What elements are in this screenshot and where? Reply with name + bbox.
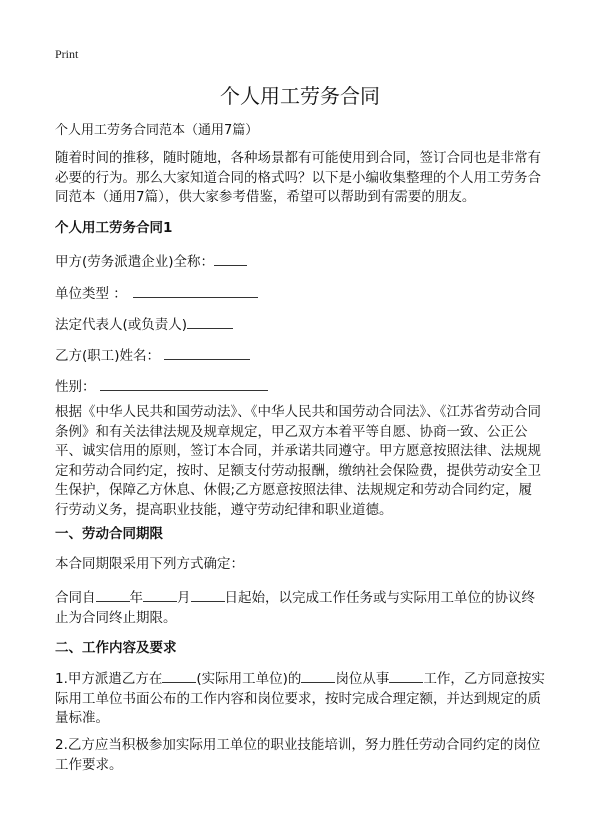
section2-item2: 2.乙方应当积极参加实际用工单位的职业技能培训，努力胜任劳动合同约定的岗位工作要求。	[55, 737, 541, 773]
field-label: 性别：	[55, 379, 96, 395]
field-unit-type	[55, 282, 258, 302]
section2-item1	[55, 669, 545, 729]
field-label: 甲方(劳务派遣企业)全称：	[55, 254, 215, 270]
employer-blank	[162, 669, 196, 683]
field-label: 单位类型 ：	[55, 286, 127, 302]
term-month-label: 月	[177, 590, 191, 606]
item1-part-d: 工作，乙方同意按实际用工单位书面公布的工作内容和岗位要求，按时完成合理定额，并达到规定的质量标准。	[55, 671, 545, 726]
section1-term	[55, 588, 545, 628]
item1-part-b: (实际用工单位)的	[196, 671, 302, 687]
month-blank	[143, 588, 177, 602]
term-year-label: 年	[129, 590, 143, 606]
legal-rep-blank	[187, 315, 233, 329]
unit-type-blank	[133, 284, 258, 298]
intro-paragraph: 随着时间的推移，随时随地，各种场景都有可能使用到合同，签订合同也是非常有必要的行为。那么大家知道合同的格式吗？以下是小编收集整理的个人用工劳务合同范本（通用7篇），供大家参考借鉴，希望可以帮助到有需要的朋友。	[55, 150, 541, 205]
term-suffix: 日起始，以完成工作任务或与实际用工单位的协议终止为合同终止期限。	[55, 590, 535, 626]
section1-line1: 本合同期限采用下列方式确定：	[55, 556, 244, 572]
section1-heading: 一、劳动合同期限	[55, 526, 163, 542]
item1-part-a: 1.甲方派遣乙方在	[55, 671, 163, 687]
section2-heading: 二、工作内容及要求	[55, 640, 177, 656]
party-b-name-blank	[164, 346, 250, 360]
print-link[interactable]: Print	[55, 47, 79, 61]
field-party-a-name	[55, 250, 247, 270]
field-party-b-name	[55, 344, 250, 364]
term-prefix: 合同自	[55, 590, 96, 606]
item1-part-c: 岗位从事	[335, 671, 390, 687]
field-label: 法定代表人(或负责人)	[55, 317, 188, 333]
field-label: 乙方(职工)姓名：	[55, 348, 161, 364]
field-legal-rep	[55, 313, 233, 333]
basis-paragraph: 根据《中华人民共和国劳动法》、《中华人民共和国劳动合同法》、《江苏省劳动合同条例》和有关法律法规及规章规定，甲乙双方本着平等自愿、协商一致、公正公平、诚实信用的原则，签订本合同，并承诺共同遵守。甲方愿意按照法律、法规规定和劳动合同约定，按时、足额支付劳动报酬，缴纳社会保险费，提供劳动安全卫生保护，保障乙方休息、休假;乙方愿意按照法律、法规规定和劳动合同约定，履行劳动义务，提高职业技能，遵守劳动纪律和职业道德。	[55, 404, 541, 518]
gender-blank	[100, 377, 268, 391]
year-blank	[96, 588, 130, 602]
document-subtitle: 个人用工劳务合同范本（通用7篇）	[55, 123, 259, 138]
work-blank	[389, 669, 423, 683]
document-title: 个人用工劳务合同	[220, 84, 380, 108]
field-gender	[55, 375, 268, 395]
day-blank	[191, 588, 225, 602]
contract-heading: 个人用工劳务合同1	[55, 220, 173, 236]
party-a-name-blank	[214, 252, 247, 266]
position-blank	[301, 669, 335, 683]
